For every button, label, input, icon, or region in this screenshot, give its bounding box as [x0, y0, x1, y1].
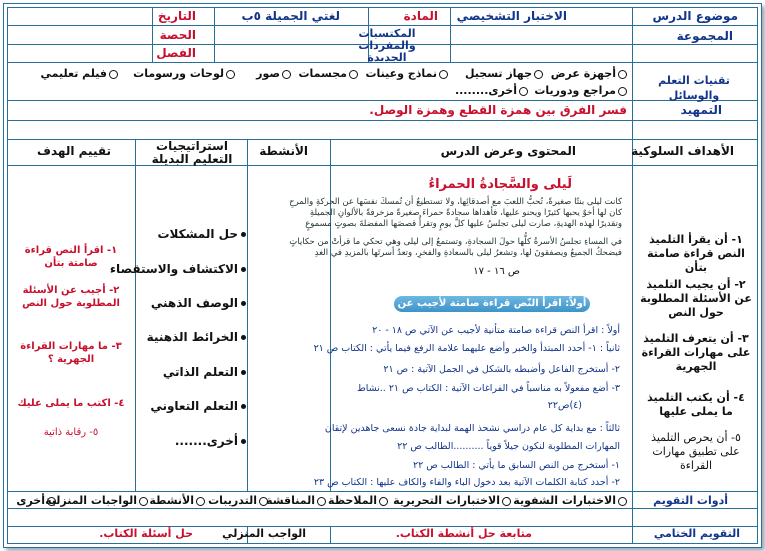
radio-circle-icon	[196, 497, 205, 506]
resource-option[interactable]: مراجع ودوريات	[534, 84, 627, 97]
resource-option[interactable]: صور	[256, 67, 291, 80]
strategy-item: حل المشكلات	[157, 228, 246, 241]
story-line: وتقديرًا لهذه الهديةِ، صارت ليلى تجلسُ عليها كلَّ يومٍ وتقرأُ قصصَها المفضلةَ بصوتٍ مسموعٍ	[305, 219, 622, 229]
radio-circle-icon	[618, 70, 627, 79]
radio-circle-icon	[226, 70, 235, 79]
intro-label: التمهيد	[680, 103, 722, 117]
story-line: في المساءِ تجلسُ الأسرةُ كلُّها حولَ السجادةِ، وتستمعُ إلى ليلى وهي تحكي ما قرأتْ من حكاياتٍ	[289, 237, 622, 247]
radio-circle-icon	[379, 497, 388, 506]
radio-circle-icon	[109, 70, 118, 79]
final-label: التقويم الختامي	[653, 527, 740, 540]
objective-item: ١- أن يقرأ التلميذ النص قراءة صامتة بتأن	[647, 233, 745, 274]
resource-option[interactable]: أجهزة عرض	[551, 67, 627, 80]
bullet-icon	[241, 439, 246, 444]
topic-value: الاختبار التشخيصي	[456, 9, 567, 23]
subject-label: المادة	[403, 9, 438, 23]
radio-circle-icon	[349, 70, 358, 79]
reading-banner: أولاً: اقرأ النّص قراءة صامتة لأجيب عن الآتي:	[394, 296, 590, 312]
group-label: المجموعة	[676, 29, 733, 43]
radio-circle-icon	[618, 87, 627, 96]
assessment-option[interactable]: الأنشطة	[149, 494, 205, 507]
story-pages: ص ١٦ - ١٧	[473, 266, 520, 277]
objective-item: ٥- أن يحرص التلميذ على تطبيق مهارات القراءة	[651, 431, 741, 472]
evaluation-item: ٥- رقابة ذاتية	[43, 427, 99, 438]
assessment-option[interactable]: التدريبات	[208, 494, 268, 507]
radio-circle-icon	[47, 497, 56, 506]
bullet-icon	[241, 267, 246, 272]
story-line: فيضحكُ الجميعُ ويصفقونَ لها، وتشعرُ ليلى بالسعادةِ والفخرِ، وتعدُ أسرتَها بالمزيدِ في الغدِ	[314, 248, 622, 258]
domain-value: المكتسبات والمفردات الجديدة	[358, 27, 416, 64]
bullet-icon	[241, 370, 246, 375]
assessment-option[interactable]: المناقشة	[266, 494, 326, 507]
final-value: متابعة حل أنشطة الكتاب.	[395, 527, 532, 540]
assessment-label: أدوات التقويم	[653, 494, 728, 507]
strategy-item: التعلم التعاوني	[150, 400, 246, 413]
evaluation-item: ٢- أجيب عن الأسئلة المطلوبة حول النص	[22, 285, 120, 309]
column-objectives: الأهداف السلوكية	[631, 144, 734, 158]
strategy-item: الوصف الذهني	[151, 297, 246, 310]
content-line: أولاً : اقرأ النص قراءة صامتة متأنية لأجيب عن الآتي ص ١٨ - ٢٠	[372, 325, 620, 336]
strategy-item: أخرى.......	[175, 435, 246, 448]
bullet-icon	[241, 404, 246, 409]
content-line: ثانياً : ١- أحدد المبتدأ والخبر وأضع عليهما علامة الرفع فيما يأتي : الكتاب ص ٢١	[313, 343, 620, 354]
radio-circle-icon	[534, 70, 543, 79]
strategy-item: الخرائط الذهنية	[147, 331, 246, 344]
resource-option[interactable]: أخرى........	[455, 84, 528, 97]
homework-value: حل أسئلة الكتاب.	[99, 527, 193, 540]
assessment-option[interactable]: الاختبارات الشفوية	[513, 494, 627, 507]
radio-circle-icon	[282, 70, 291, 79]
resources-label: تقنيات التعلم والوسائل	[658, 74, 730, 102]
story-title: لَيلى والسَّجادةُ الحمراءُ	[428, 177, 572, 192]
assessment-option[interactable]: الواجبات المنزلية	[45, 494, 148, 507]
story-line: كانت ليلى بنتًا صغيرةً، تُحبُّ اللعبَ مع أصدقائِها، ولا تستطيعُ أن تُمسكَ نفسَها عن الحركةِ والمرحِ	[289, 197, 622, 207]
strategy-item: التعلم الذاتي	[163, 366, 246, 379]
radio-circle-icon	[139, 497, 148, 506]
topic-label: موضوع الدرس	[652, 9, 738, 23]
column-activities: الأنشطة	[259, 144, 308, 158]
content-line: ٣- أضع مفعولاً به مناسباً في الفراغات الآتية : الكتاب ص ٢١ ..نشاط	[356, 383, 620, 394]
radio-circle-icon	[439, 70, 448, 79]
objective-item: ٢- أن يجيب التلميذ عن الأسئلة المطلوبة حول النص	[640, 278, 752, 319]
radio-circle-icon	[317, 497, 326, 506]
radio-circle-icon	[259, 497, 268, 506]
intro-value: فسر الفرق بين همزة القطع وهمزة الوصل.	[369, 103, 627, 117]
content-line: ١- أستخرج من النص السابق ما يأتي : الطالب ص ٢٢	[413, 460, 620, 471]
bullet-icon	[241, 301, 246, 306]
objective-item: ٤- أن يكتب التلميذ ما يملى عليها	[647, 391, 745, 418]
objective-item: ٣- أن يتعرف التلميذ على مهارات القراءة الجهرية	[641, 332, 751, 373]
homework-label: الواجب المنزلي	[222, 527, 306, 540]
date-label: التاريخ	[157, 9, 196, 23]
content-line: ٢- أستخرج الفاعل وأضبطه بالشكل في الجمل الآتية : ص ٢١	[383, 364, 620, 375]
column-content: المحتوى وعرض الدرس	[440, 144, 576, 158]
period-label: الحصة	[159, 28, 196, 42]
resource-option[interactable]: فيلم تعليمي	[41, 67, 118, 80]
resource-option[interactable]: مجسمات	[299, 67, 359, 80]
content-line: ٢- أحدد كتابة الكلمات الآتية بعد دخول الباء والفاء والكاف عليها : الكتاب ص ٢٣	[313, 477, 620, 488]
evaluation-item: ١- اقرأ النص قراءة صامتة بتأن	[24, 245, 118, 269]
radio-circle-icon	[519, 87, 528, 96]
bullet-icon	[241, 232, 246, 237]
content-line: ثالثاً : مع بداية كل عام دراسي نشحذ الهمة لبداية جادة نسعى جاهدين لإتقان	[324, 423, 620, 434]
assessment-option[interactable]: أخرى	[16, 494, 56, 507]
assessment-option[interactable]: الملاحظة	[328, 494, 388, 507]
resource-option[interactable]: لوحات ورسومات	[133, 67, 235, 80]
content-line: (٤)ص٢٢	[547, 400, 582, 411]
radio-circle-icon	[618, 497, 627, 506]
subject-value: لغتي الجميلة ٥ب	[241, 9, 340, 23]
column-strategies: استراتيجيات التعليم البديلة	[151, 139, 233, 166]
evaluation-item: ٤- اكتب ما يملى عليك	[17, 398, 125, 409]
resource-option[interactable]: جهاز تسجيل	[465, 67, 543, 80]
resource-option[interactable]: نماذج وعينات	[365, 67, 448, 80]
evaluation-item: ٣- ما مهارات القراءة الجهرية ؟	[20, 341, 122, 365]
story-line: كان لها أخوٌ يحبها كثيرًا ويحنو عليها، فأهداها سجادةً حمراءَ صغيرةً مزخرفةً بالألوانِ الجميلةِ	[309, 208, 622, 218]
bullet-icon	[241, 335, 246, 340]
content-line: المهارات المطلوبة لنكون جيلاً قوياً ..........الطالب ص ٢٢	[397, 441, 620, 452]
radio-circle-icon	[502, 497, 511, 506]
assessment-option[interactable]: الاختبارات التحريرية	[393, 494, 511, 507]
column-evaluation: تقييم الهدف	[37, 144, 111, 158]
strategy-item: الاكتشاف والاستقصاء	[110, 263, 246, 276]
class-label: الفصل	[156, 46, 196, 60]
lesson-plan-table	[7, 7, 758, 544]
